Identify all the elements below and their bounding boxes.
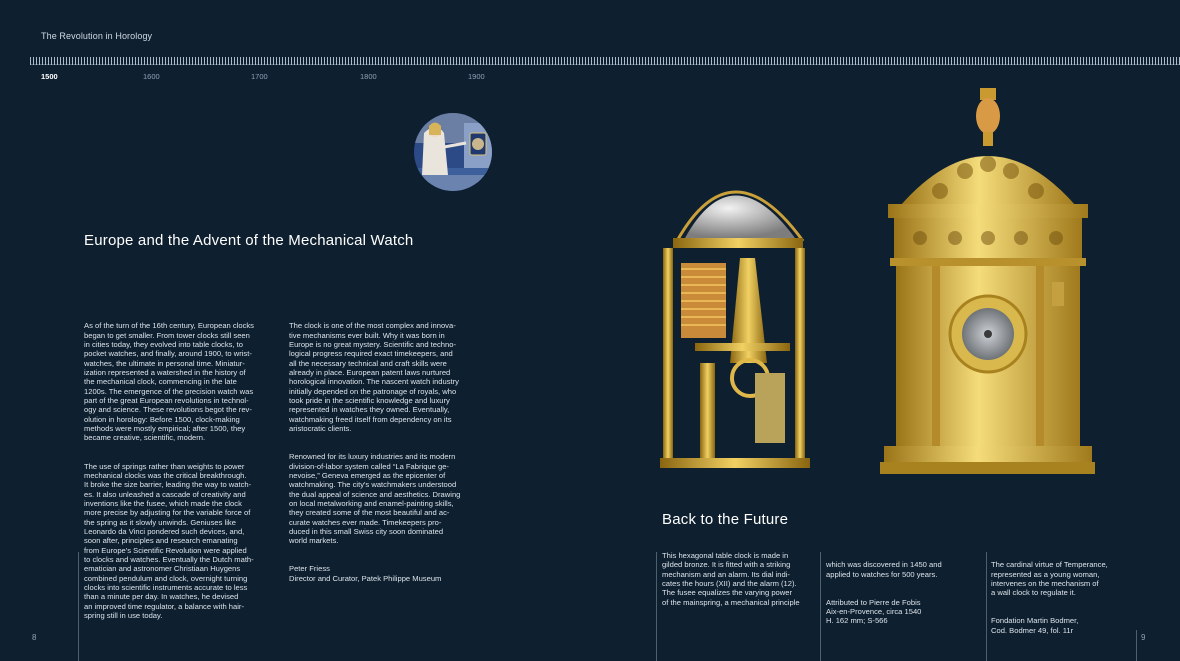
column-rule <box>78 552 79 661</box>
article-column-1 <box>84 312 274 639</box>
paragraph: The use of springs rather than weights to power mechanical clocks was the critical breakthrough. It broke the size barrier, leading the way to watch- es. It also unleashed a cascade of creativity and inventions like the fusee, which made the clock more precise by adjusting for the variable force of the spring as it slowly unwinds. Geniuses like Leonardo da Vinci pondered such devices, and, soon after, principles and research emanating from Europe's Scientific Revolution were applied to clocks and watches. Eventually the Dutch math- ematician and astronomer Christiaan Huygens combined pendulum and clock, overnight turning clocks into scientific instruments accurate to less than a minute per day. In watches, he devised an improved time regulator, a balance with hair- spring still in use today. <box>84 461 254 620</box>
caption-temperance <box>991 551 1141 654</box>
page-number-left: 8 <box>32 633 37 642</box>
column-rule <box>986 552 987 661</box>
paragraph: The clock is one of the most complex and innova- tive mechanisms ever built. Why it was born in Europe is no great mystery. Scientific and techno- logical progress required exact timekeepers, and all the necessary technical and craft skills were already in place. European patent laws nurtured horological innovation. The nascent watch industry initially depended on the patronage of royals, who took pride in the scientific knowledge and luxury represented in watches they owned. Eventually, watchmaking freed itself from dependency on its aristocratic clients. <box>289 321 459 434</box>
paragraph: As of the turn of the 16th century, European clocks began to get smaller. From tower clocks still seen in cities today, they evolved into table clocks, to pocket watches, and finally, around 1900, to wrist- watches, the ultimate in personal time. Miniatur- ization represented a watershed in the history of the mechanical clock, commencing in the late 1200s. The emergence of the precision watch was part of the great European revolutions in technol- ogy and science. These revolutions begot the rev- olution in horology: Before 1500, clock-making methods were mostly empirical; after 1500, they became creative, scientific, modern. <box>84 321 254 443</box>
timeline-year-1800: 1800 <box>360 72 377 81</box>
paragraph: Renowned for its luxury industries and its modern division-of-labor system called “La Fabrique ge- nevoise,” Geneva emerged as the epicenter of watchmaking. The city's watchmakers understood the dual appeal of science and aesthetics. Drawing on local metalworking and enamel-painting skills, they created some of the most beautiful and ac- curate watches ever made. Timekeepers pro- duced in this small Swiss city soon dominated world markets. <box>289 452 461 546</box>
attribution: Attributed to Pierre de Fobis Aix-en-Provence, circa 1540 H. 162 mm; S-566 <box>826 597 922 626</box>
caption-clock-description: This hexagonal table clock is made in gilded bronze. It is fitted with a striking mechanism and an alarm. Its dial indi- cates the hours (XII) and the alarm (12). The fusee equalizes the varying power of the mainspring, a mechanical principle <box>662 551 800 607</box>
caption-clock-continued <box>826 551 981 644</box>
column-rule <box>820 552 821 661</box>
paragraph: which was discovered in 1450 and applied to watches for 500 years. <box>826 560 942 579</box>
running-header: The Revolution in Horology <box>41 31 153 41</box>
clock-movement-image <box>655 163 810 473</box>
author-credit: Peter Friess Director and Curator, Patek Philippe Museum <box>289 564 442 583</box>
right-page-title: Back to the Future <box>662 511 789 528</box>
paragraph: The cardinal virtue of Temperance, represented as a young woman, intervenes on the mechanism of a wall clock to regulate it. <box>991 560 1108 598</box>
timeline-year-1900: 1900 <box>468 72 485 81</box>
timeline-year-1500: 1500 <box>41 72 58 81</box>
temperance-medallion-image <box>414 113 492 191</box>
timeline-year-1700: 1700 <box>251 72 268 81</box>
timeline-year-1600: 1600 <box>143 72 160 81</box>
column-rule <box>656 552 657 661</box>
timeline-baseline <box>30 64 1180 65</box>
attribution: Fondation Martin Bodmer, Cod. Bodmer 49, fol. 11r <box>991 616 1079 635</box>
hexagonal-table-clock-image <box>880 86 1095 478</box>
left-page-title: Europe and the Advent of the Mechanical Watch <box>84 232 414 249</box>
article-column-2 <box>289 312 484 602</box>
page-number-right: 9 <box>1141 633 1146 642</box>
